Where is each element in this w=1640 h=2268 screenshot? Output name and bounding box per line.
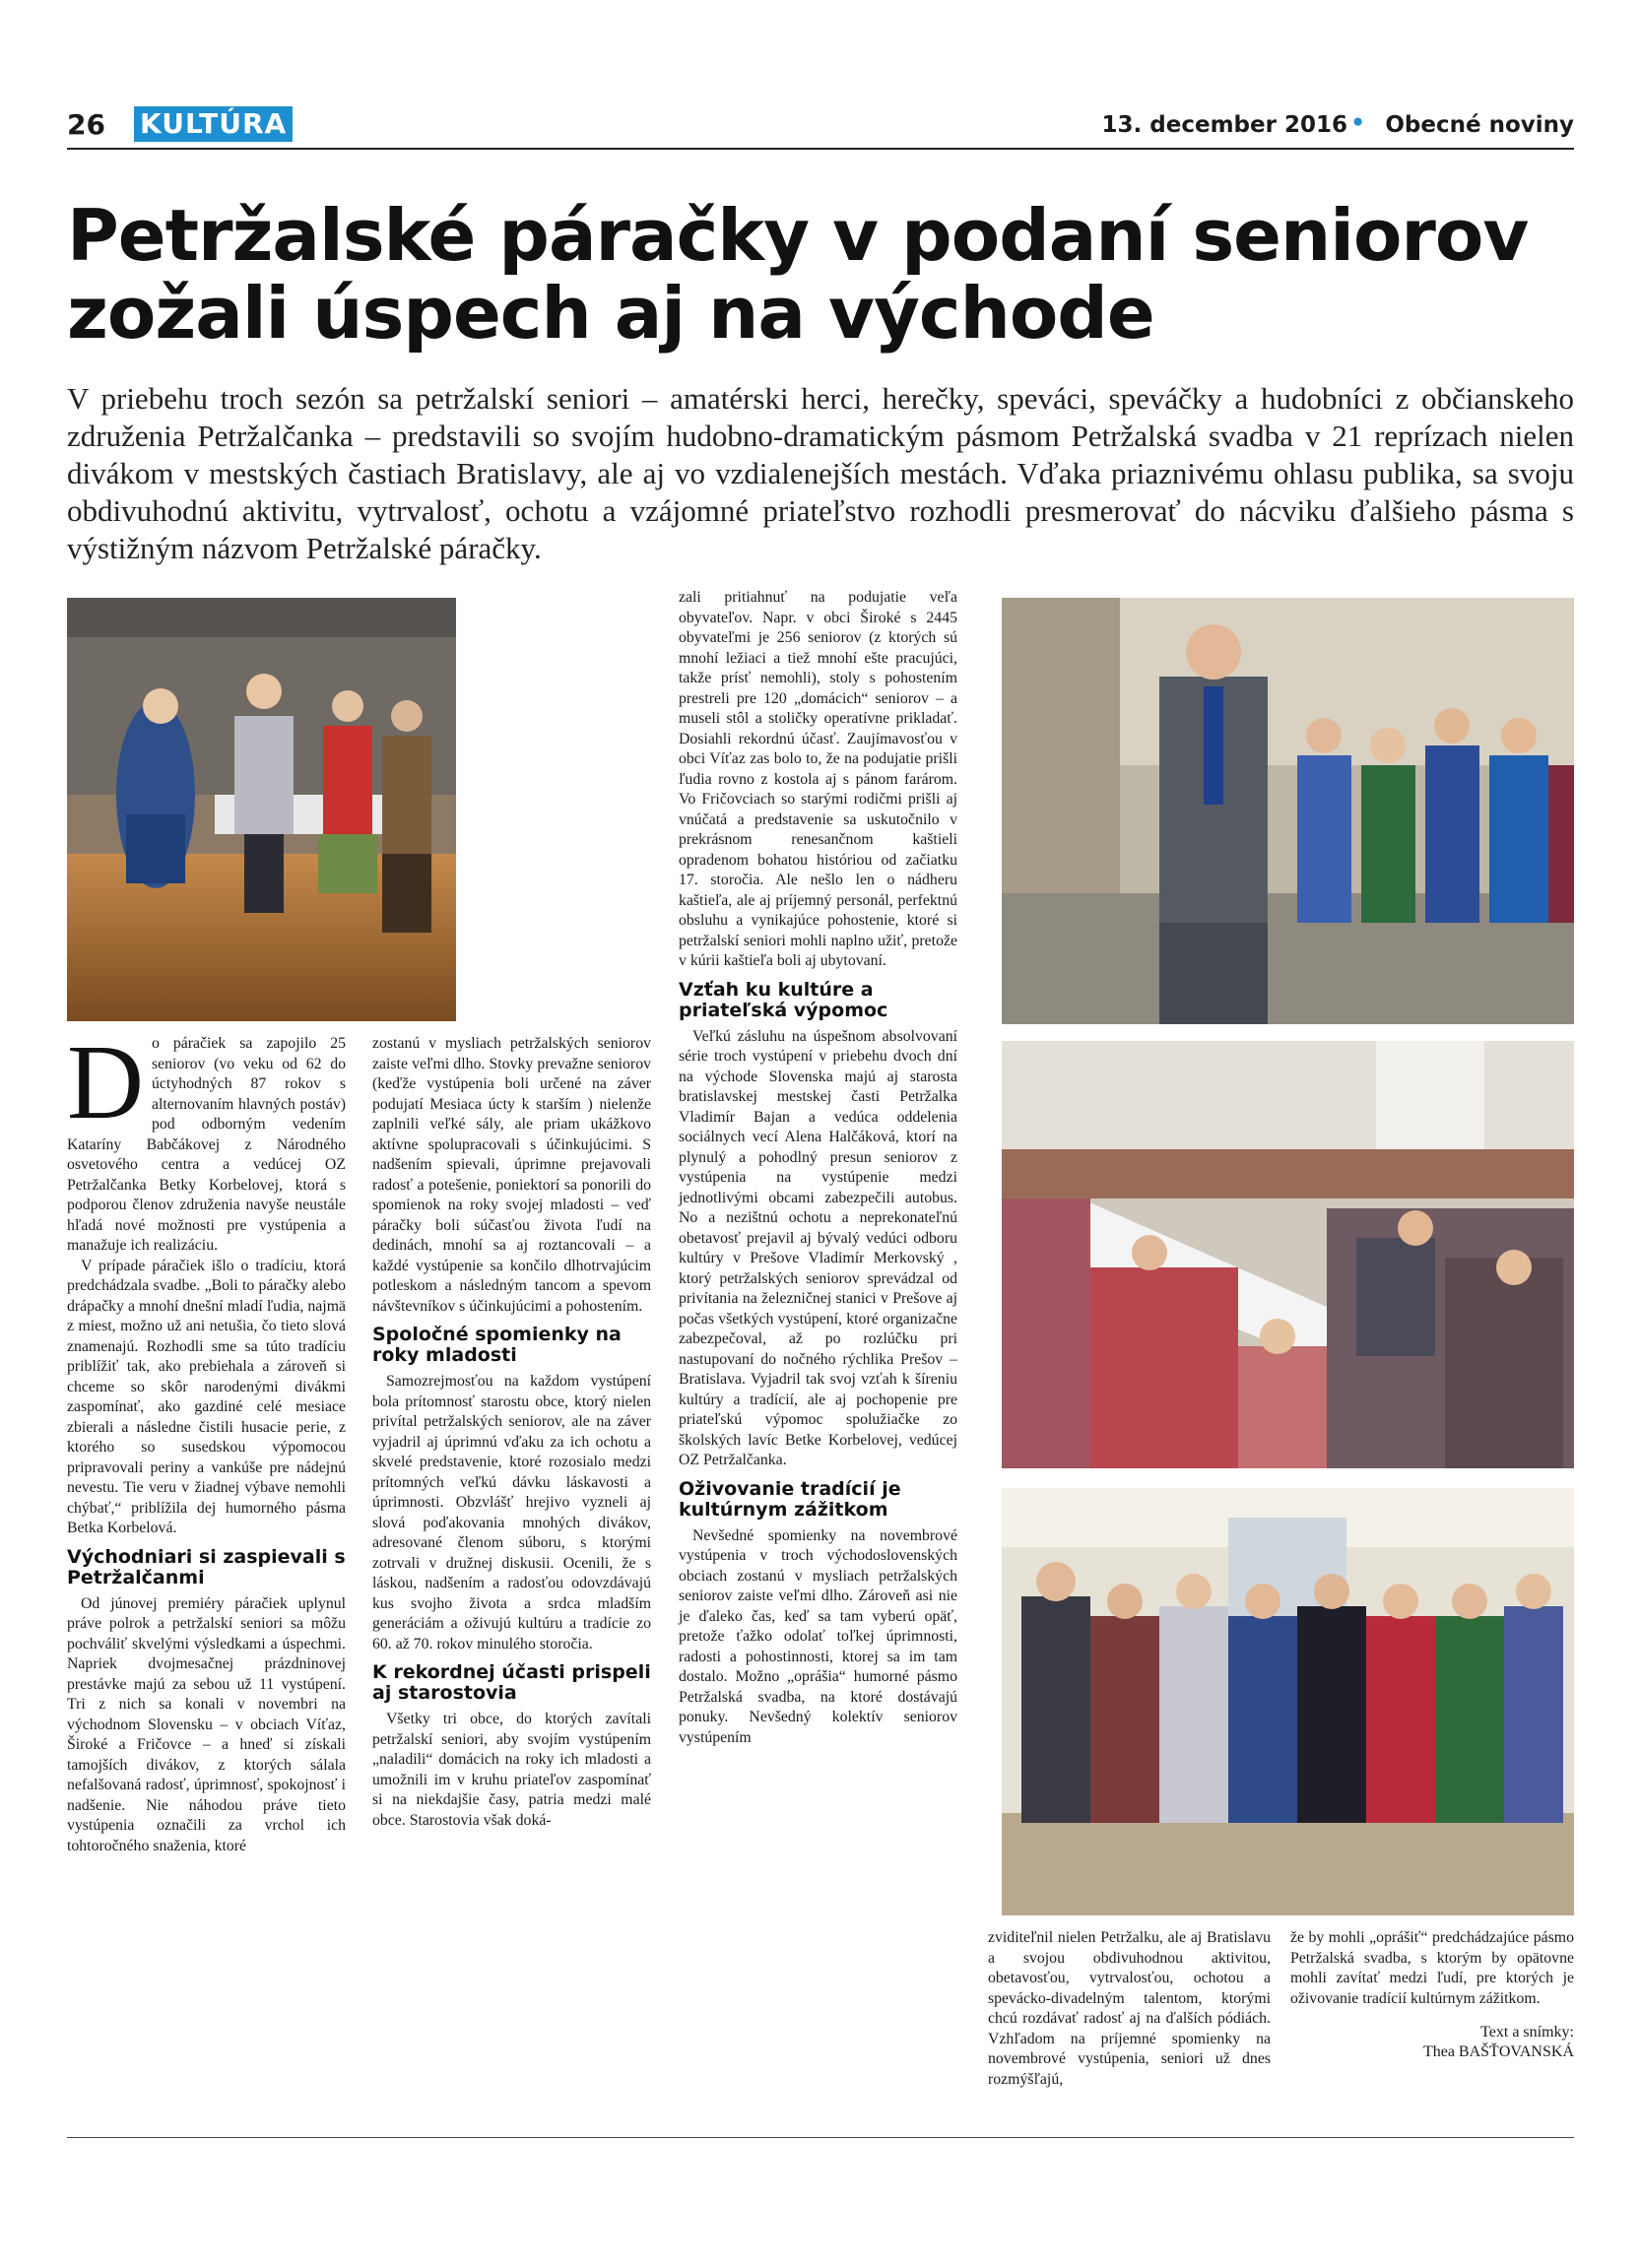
photo-credit <box>1290 2023 1574 2062</box>
credit-label: Text a snímky: <box>1480 2024 1574 2041</box>
photo-group-portrait <box>1002 1488 1574 1915</box>
article-column-4 <box>988 1928 1271 2090</box>
headline-line-2: zožali úspech aj na východe <box>67 272 1154 355</box>
article-column-2 <box>372 1034 651 1831</box>
drop-cap: D <box>67 1024 144 1141</box>
paragraph: zostanú v mysliach petržalských seniorov zaiste veľmi dlho. Stovky prevažne seniorov (keďže vystúpenia boli určené na záver podujatí Mesiaca úcty k starším ) nielenže zaplnili veľké sály, ale priam ukážkovo aktívne spolupracovali s účinkujúcimi. S nadšením spievali, úprimne prejavovali radosť a potešenie, poniektorí sa ponorili do spomienok na roky svojej mladosti – veď páračky boli súčasťou života ľudí na dedinách, mnohí sa aj roztancovali – a každé vystúpenie sa končilo dlhotrvajúcim potleskom a následným tancom a spevom návštevníkov s účinkujúcimi a pohostením. <box>372 1035 651 1315</box>
lead-paragraph: V priebehu troch sezón sa petržalskí seniori – amatérski herci, herečky, speváci, speváčky a hudobníci z občianskeho združenia Petržalčanka – predstavili so svojím hudobno-dramatickým pásmom Petržalská svadba v 21 reprízach nielen divákom v mestských častiach Bratislavy, ale aj vo vzdialenejších mestách. Vďaka priaznivému ohlasu publika, sa svoju obdivuhodnú aktivitu, vytrvalosť, ochotu a vzájomné priateľstvo rozhodli presmerovať do nácviku ďalšieho pásma s výstižným názvom Petržalské páračky. <box>67 381 1574 565</box>
paper-name: Obecné noviny <box>1385 112 1574 138</box>
credit-author: Thea BAŠŤOVANSKÁ <box>1422 2043 1574 2060</box>
masthead <box>67 106 1574 142</box>
article-column-5 <box>1290 1928 1574 2062</box>
subheading: Vzťah ku kultúre a priateľská výpomoc <box>679 978 888 1021</box>
headline <box>67 194 1574 355</box>
paragraph: že by mohli „oprášiť“ predchádzajúce pásmo Petržalská svadba, s ktorým by opätovne mohli zavítať medzi ľudí, pre ktorých je oživovanie tradícií kultúrnym zážitkom. <box>1290 1929 1574 2007</box>
paragraph: Od júnovej premiéry páračiek uplynul práve polrok a petržalskí seniori sa môžu pochváliť skvelými výsledkami a úspechmi. Napriek dvojmesačnej prázdninovej prestávke majú za sebou už 11 vystúpení. Tri z nich sa konali v novembri na východnom Slovensku – v obciach Víťaz, Široké a Fričovce – a hneď si získali tamojších divákov, z ktorých sálala nefalšovaná radosť, úprimnosť, spokojnosť i nadšenie. Nie náhodou práve tieto vystúpenia označili za vrchol ich tohtoročného snaženia, ktoré <box>67 1594 346 1854</box>
header-rule <box>67 148 1574 150</box>
paragraph: zviditeľnil nielen Petržalku, ale aj Bratislavu a svojou obdivuhodnou aktivitou, obetavosťou, vytrvalosťou, ochotou a spevácko-divadelným talentom, ktorými chcú rozdávať radosť aj na ďalších pódiách. Vzhľadom na príjemné spomienky na novembrové vystúpenia, seniori už dnes rozmýšľajú, <box>988 1929 1271 2088</box>
paragraph: Samozrejmosťou na každom vystúpení bola prítomnosť starostu obce, ktorý nielen privítal petržalských seniorov, ale na záver vyjadril aj úprimnú vďaku za ich ochotu a skvelé predstavenie, ktoré rozosialo medzi prítomných veľkú dávku láskavosti a úprimnosti. Obzvlášť hrejivo vyzneli aj slová poďakovania mnohých divákov, adresované členom súboru, s ktorými zotrvali v družnej diskusii. Ocenili, že s láskou, nadšením a radosťou odovzdávajú kus svojho života a srdca mladším generáciám a oživujú kultúru a tradície zo 60. až 70. rokov minulého storočia. <box>372 1373 651 1652</box>
paragraph: V prípade páračiek išlo o tradíciu, ktorá predchádzala svadbe. „Boli to páračky alebo drápačky a mnohí dnešní mladí ľudia, najmä z miest, možno už ani netušia, čo tieto slová znamenajú. Rozhodli sme sa túto tradíciu priblížiť tak, ako prebiehala a zároveň si chceme so skôr narodenými divákmi zaspomínať, ako gazdiné celé mesiace zbierali a následne čistili husacie perie, z ktorého so susedskou výpomocou pripravovali periny a vankúše pre nádejnú nevestu. Tie veru v žiadnej výbave nemohli chýbať,“ priblížila dej humorného pásma Betka Korbelová. <box>67 1257 346 1536</box>
article-column-1 <box>67 1024 346 1856</box>
subheading: Oživovanie tradícií je kultúrnym zážitkom <box>679 1477 901 1521</box>
subheading: K rekordnej účasti prispeli aj starostovia <box>372 1661 651 1704</box>
paragraph: Všetky tri obce, do ktorých zavítali petržalskí seniori, aby svojím vystúpením „naladili“ domácich na roky ich mladosti a umožnili im v kruhu priateľov zaspomínať si na niekdajšie časy, patria medzi malé obce. Starostovia však doká- <box>372 1711 651 1829</box>
footer-rule <box>67 2137 1574 2138</box>
paragraph: zali pritiahnuť na podujatie veľa obyvateľov. Napr. v obci Široké s 2445 obyvateľmi je 256 seniorov (z ktorých sú mnohí ležiaci a tiež mnohí ešte pracujúci, takže prísť nemohli), stoly s pohostením prestreli pre 120 „domácich“ seniorov – a museli stôl a stoličky operatívne prikladať. Dosiahli rekordnú účasť. Zaujímavosťou v obci Víťaz zas bolo to, že na podujatie prišli ľudia rovno z kostola aj s pánom farárom. Vo Fričovciach so starými rodičmi prišli aj vnúčatá a predstavenie sa uskutočnilo v prekrásnom renesančnom kaštieli opradenom bohatou históriou od začiatku 17. storočia. Ale nešlo len o nádheru kaštieľa, ale aj príjemný personál, perfektnú obsluhu a vynikajúce pohostenie, ktoré si petržalskí seniori mohli naplno užiť, pretože v kúrii kaštieľa boli aj ubytovaní. <box>679 589 957 969</box>
headline-line-1: Petržalské páračky v podaní seniorov <box>67 194 1529 277</box>
article-column-3 <box>679 588 957 1748</box>
subheading: Východniari si zaspievali s Petržalčanmi <box>67 1545 346 1588</box>
section-badge: KULTÚRA <box>134 106 293 142</box>
subheading: Spoločné spomienky na roky mladosti <box>372 1324 622 1366</box>
issue-date: 13. december 2016 <box>1101 112 1347 138</box>
paragraph: o páračiek sa zapojilo 25 seniorov (vo veku od 62 do úctyhodných 87 rokov s alternovaním hlavných postáv) pod odborným vedením Kataríny Babčákovej z Národného osvetového centra a vedúcej OZ Petržalčanka Betky Korbelovej, ktorá s podporou členov združenia navyše neustále hľadá nové možnosti pre vystúpenia a manažuje ich realizáciu. <box>67 1035 346 1254</box>
photo-dancing-seniors <box>67 598 456 1021</box>
paragraph: Veľkú zásluhu na úspešnom absolvovaní série troch vystúpení v priebehu dvoch dní na východe Slovenska majú aj starosta bratislavskej mestskej časti Petržalka Vladimír Bajan a vedúca oddelenia sociálnych vecí Alena Halčáková, ktorí na plynulý a pohodlný presun seniorov z vystúpenia na vystúpenie medzi jednotlivými obcami zabezpečili autobus. No a nezištnú ochotu a neprekonateľnú obetavosť prejavil aj bývalý vedúci odboru kultúry v Prešove Vladimír Merkovský , ktorý petržalských seniorov sprevádzal od privítania na železničnej stanici v Prešove aj počas všetkých vystúpení, ktoré organizačne zabezpečoval, až po rozlúčku pri nastupovaní do nočného rýchlika Prešov – Bratislava. Vyjadril tak svoj vzťah k šíreniu kultúry a tradícií, ale aj pochopenie pre priateľskú výpomoc spolužiačke zo školských lavíc Betke Korbelovej, vedúcej OZ Petržalčanka. <box>679 1027 957 1468</box>
page-number: 26 <box>67 108 105 141</box>
photo-audience-hall <box>1002 1041 1574 1468</box>
paragraph: Nevšedné spomienky na novembrové vystúpenia v troch východoslovenských obciach zostanú v mysliach petržalských seniorov zaiste veľmi dlho. Zároveň asi nie je ďaleko čas, keď sa tam vyberú opäť, pretože ťažko odolať toľkej úprimnosti, radosti a pohostinnosti, ktorej sa im tam dostalo. Možno „oprášia“ humorné pásmo Petržalská svadba, na ktoré dostávajú ponuky. Nevšedný kolektív seniorov vystúpením <box>679 1526 957 1746</box>
photo-mayor-speaking <box>1002 598 1574 1024</box>
separator-dot: • <box>1350 110 1365 136</box>
